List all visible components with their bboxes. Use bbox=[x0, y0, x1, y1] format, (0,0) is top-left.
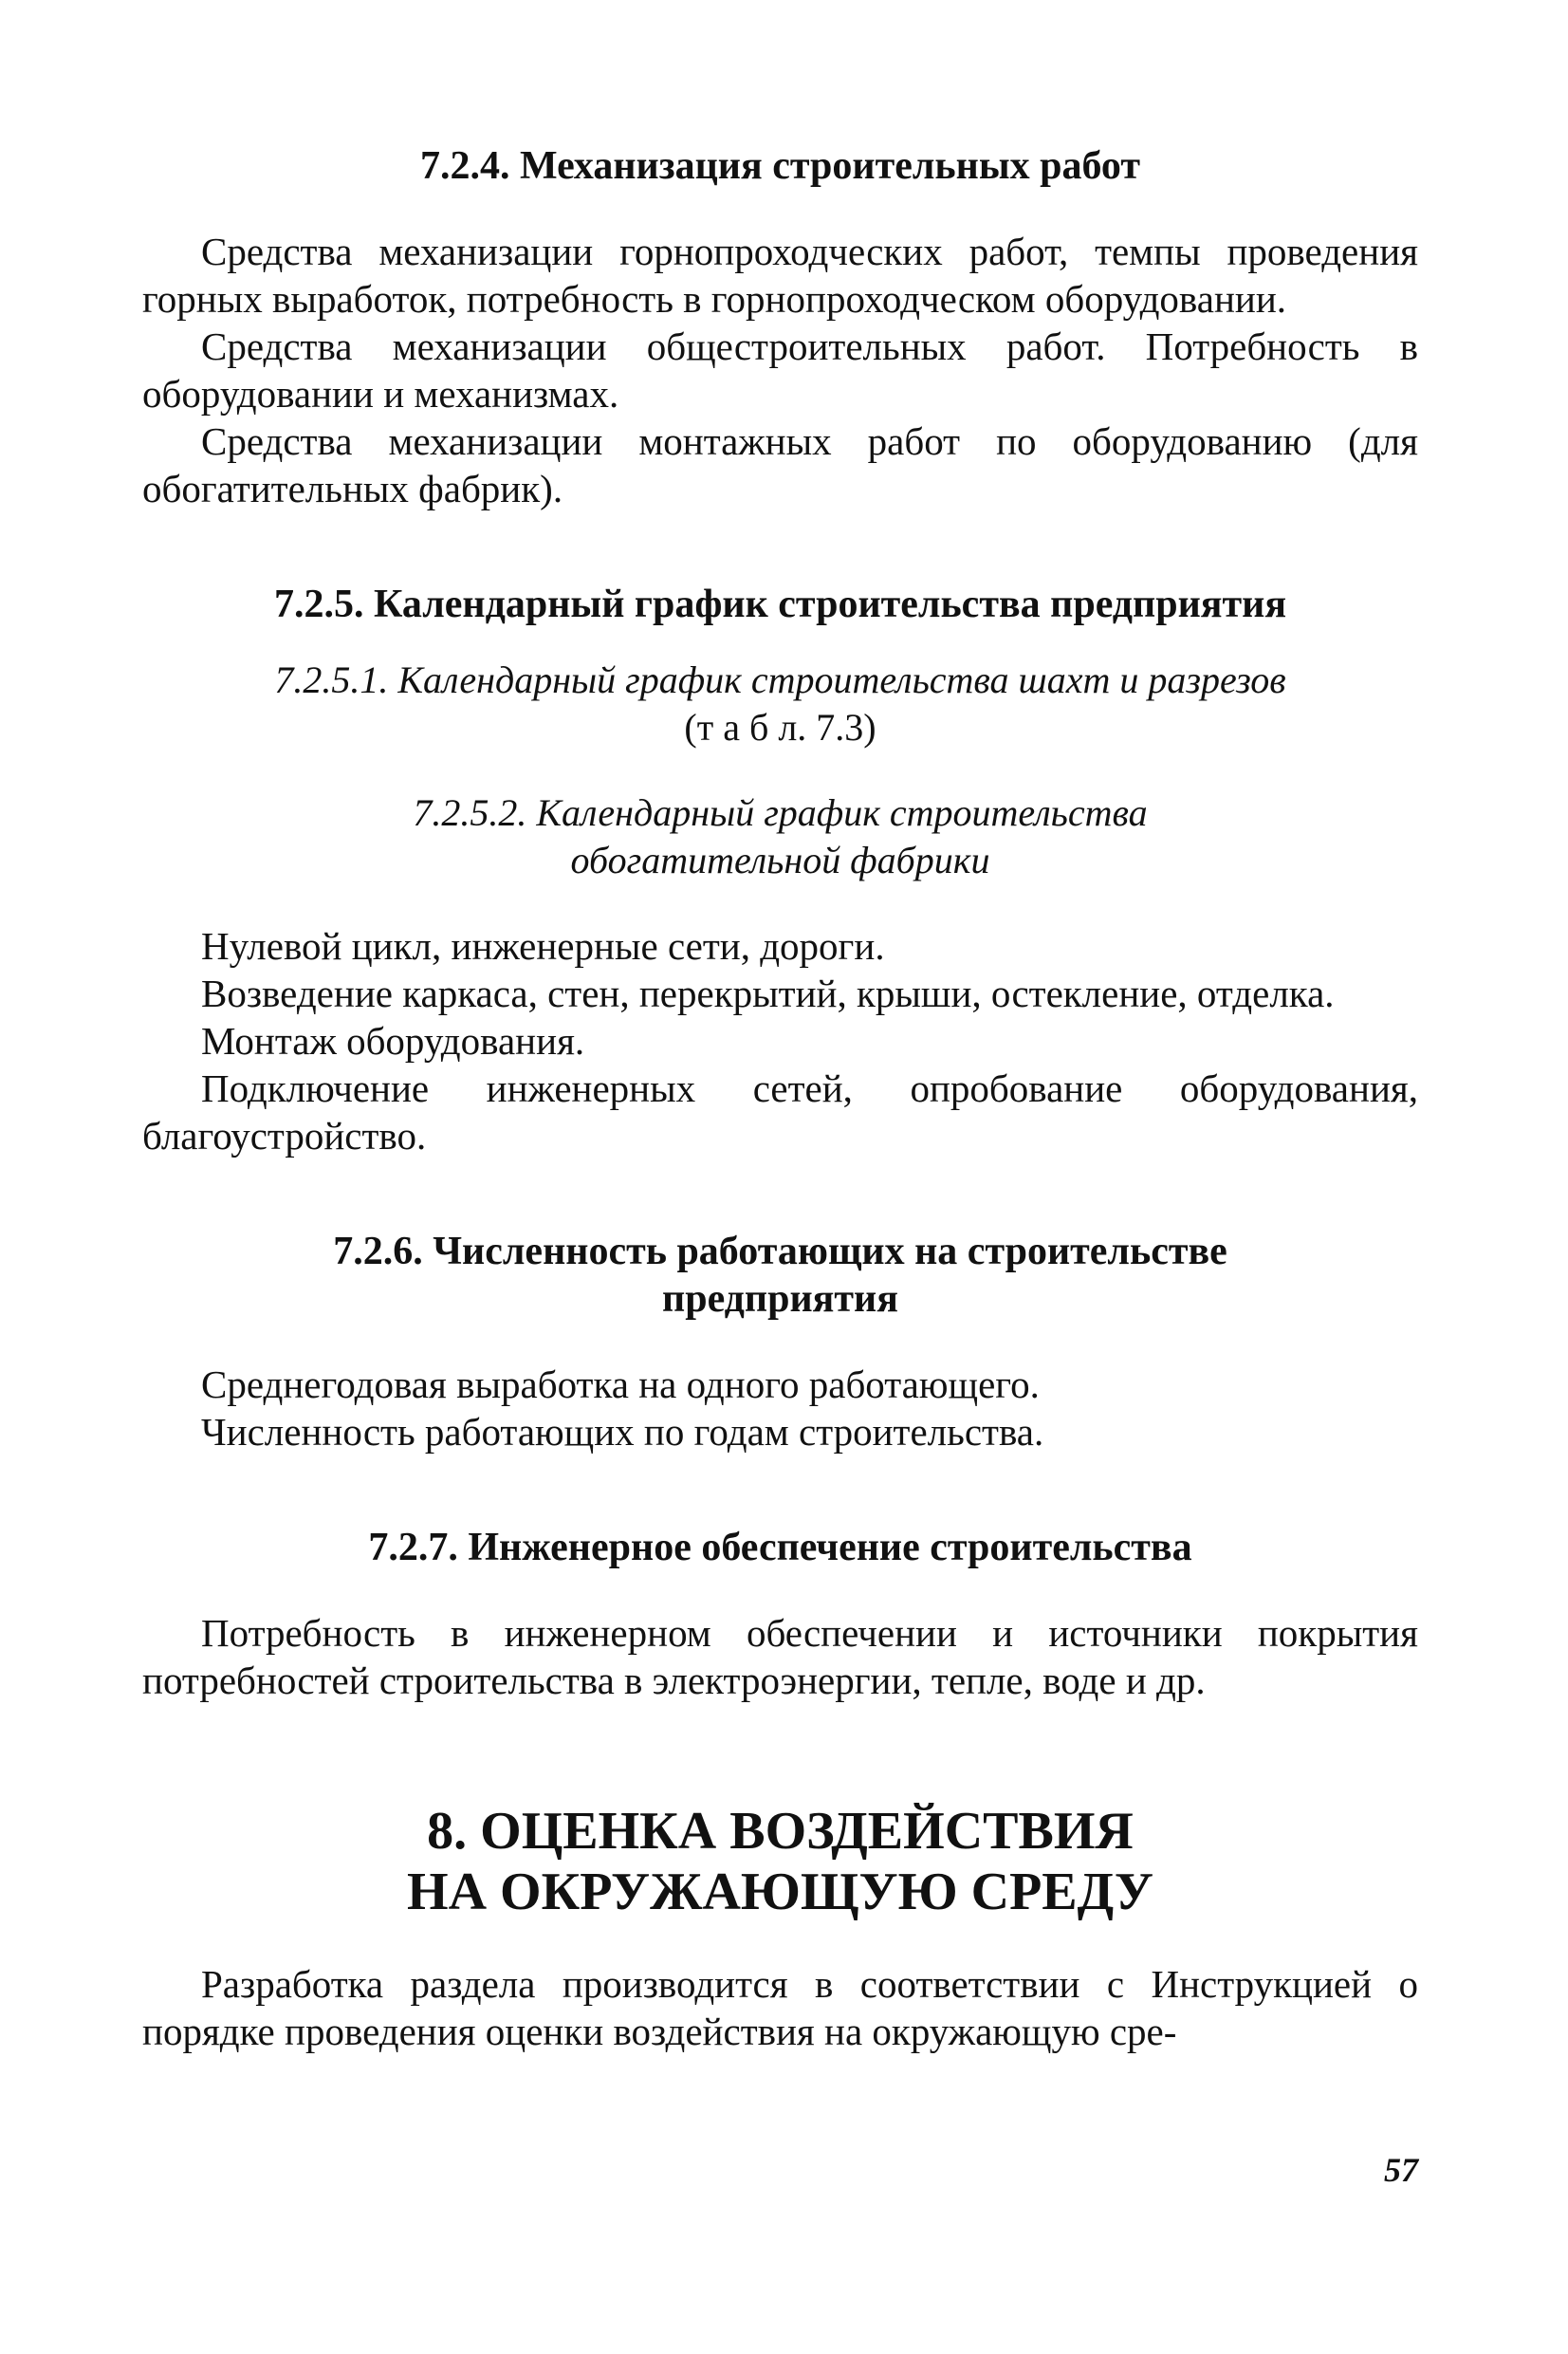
paragraph: Средства механизации монтажных работ по оборудованию (для обогатительных фабрик). bbox=[142, 419, 1418, 510]
paragraph: Монтаж оборудования. bbox=[201, 1019, 585, 1063]
heading-7-2-6-line1: 7.2.6. Численность работающих на строительстве bbox=[333, 1230, 1227, 1273]
paragraph: Среднегодовая выработка на одного работающего. bbox=[201, 1362, 1040, 1406]
page-body bbox=[142, 142, 1418, 2055]
paragraph: Средства механизации общестроительных работ. Потребность в оборудовании и механизмах. bbox=[142, 324, 1418, 416]
paragraph: Средства механизации горнопроходческих работ, темпы проведения горных выработок, потребность в горнопроходческом оборудовании. bbox=[142, 230, 1418, 321]
page-number: 57 bbox=[1384, 2151, 1418, 2189]
heading-7-2-5-2-line1: 7.2.5.2. Календарный график строительства bbox=[413, 791, 1148, 834]
paragraph: Численность работающих по годам строительства. bbox=[201, 1410, 1044, 1454]
chapter-title-line1: 8. ОЦЕНКА ВОЗДЕЙСТВИЯ bbox=[427, 1802, 1134, 1861]
heading-7-2-7: 7.2.7. Инженерное обеспечение строительства bbox=[368, 1526, 1192, 1569]
table-reference: (т а б л. 7.3) bbox=[684, 706, 876, 749]
chapter-title-line2: НА ОКРУЖАЮЩУЮ СРЕДУ bbox=[407, 1863, 1153, 1921]
heading-7-2-5-2-line2: обогатительной фабрики bbox=[570, 839, 990, 881]
paragraph: Разработка раздела производится в соответствии с Инструкцией о порядке проведения оценки воздействия на окружающую сре- bbox=[142, 1962, 1418, 2053]
paragraph: Возведение каркаса, стен, перекрытий, крыши, остекление, отделка. bbox=[201, 972, 1335, 1015]
paragraph: Подключение инженерных сетей, опробование оборудования, благоустройство. bbox=[142, 1066, 1418, 1158]
paragraph: Нулевой цикл, инженерные сети, дороги. bbox=[201, 924, 885, 968]
heading-7-2-5-1: 7.2.5.1. Календарный график строительства шахт и разрезов bbox=[274, 658, 1286, 701]
paragraph: Потребность в инженерном обеспечении и источники покрытия потребностей строительства в электроэнергии, тепле, воде и др. bbox=[142, 1611, 1418, 1702]
heading-7-2-4: 7.2.4. Механизация строительных работ bbox=[420, 144, 1140, 188]
heading-7-2-6-line2: предприятия bbox=[662, 1277, 898, 1321]
heading-7-2-5: 7.2.5. Календарный график строительства предприятия bbox=[273, 583, 1287, 626]
